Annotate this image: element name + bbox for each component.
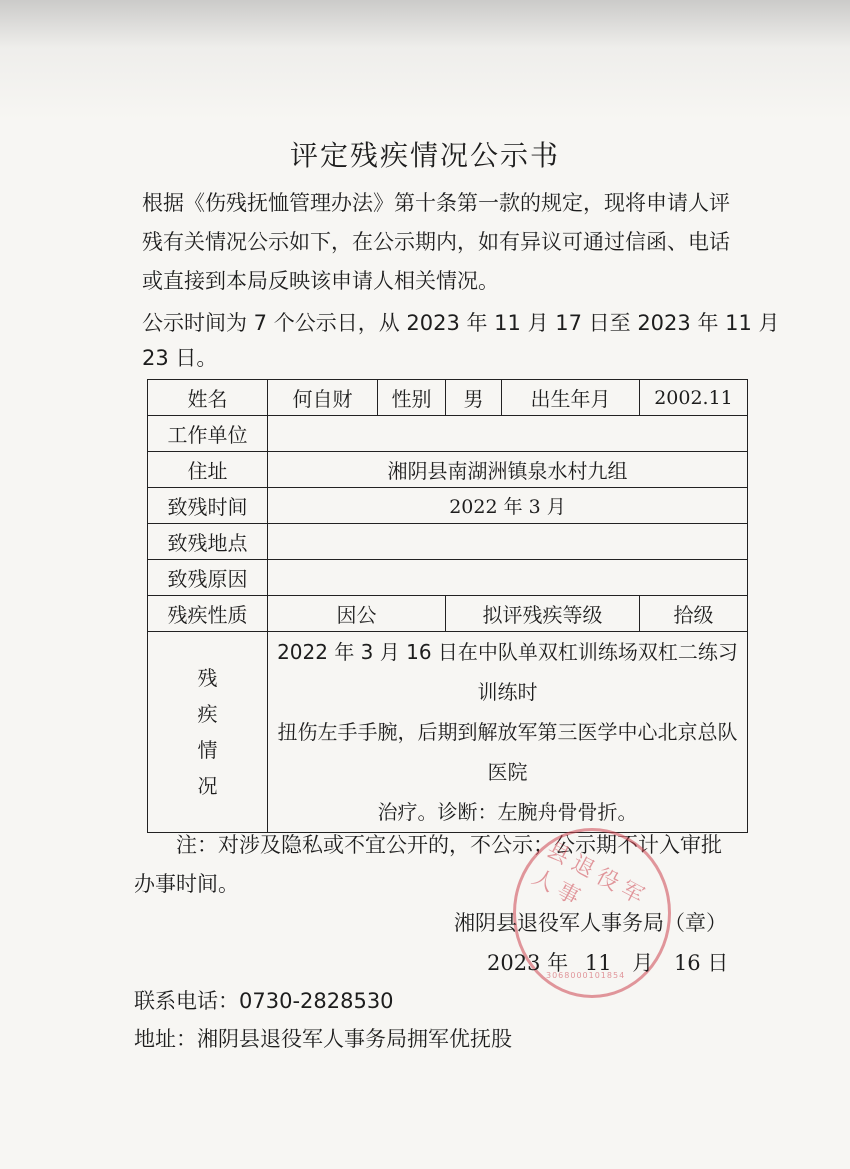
table-row bbox=[148, 596, 748, 632]
situation-label-char: 疾 bbox=[197, 702, 218, 726]
situation-label-char: 况 bbox=[197, 774, 218, 798]
seal-number: 3068000101854 bbox=[546, 971, 626, 980]
date-year: 2023 bbox=[487, 951, 541, 975]
date-month: 11 bbox=[584, 951, 612, 975]
nature-value: 因公 bbox=[268, 596, 446, 632]
intro-line-1: 根据《伤残抚恤管理办法》第十条第一款的规定，现将申请人评 bbox=[142, 191, 730, 215]
situation-line-1: 2022 年 3 月 16 日在中队单双杠训练场双杠二练习训练时 bbox=[277, 640, 738, 704]
table-row bbox=[148, 416, 748, 452]
situation-label-char: 情 bbox=[197, 738, 218, 762]
work-value bbox=[268, 416, 748, 452]
table-row bbox=[148, 560, 748, 596]
address-value: 湘阴县南湖洲镇泉水村九组 bbox=[268, 452, 748, 488]
table-row bbox=[148, 488, 748, 524]
date-year-unit: 年 bbox=[547, 951, 569, 975]
date-month-unit: 月 bbox=[632, 951, 654, 975]
contact-phone: 联系电话：0730-2828530 bbox=[134, 989, 394, 1013]
time-value: 2022 年 3 月 bbox=[268, 488, 748, 524]
disability-info-table bbox=[147, 379, 748, 833]
table-row bbox=[148, 632, 748, 833]
situation-label-char: 残 bbox=[197, 666, 218, 690]
place-value bbox=[268, 524, 748, 560]
table-row bbox=[148, 380, 748, 416]
date-day: 16 bbox=[673, 951, 701, 975]
situation-line-3: 治疗。诊断：左腕舟骨骨折。 bbox=[377, 800, 638, 824]
document-title: 评定残疾情况公示书 bbox=[289, 139, 560, 172]
grade-label: 拟评残疾等级 bbox=[446, 596, 640, 632]
nature-label: 残疾性质 bbox=[148, 596, 268, 632]
gender-value: 男 bbox=[446, 380, 502, 416]
issue-date bbox=[487, 950, 728, 977]
issuer: 湘阴县退役军人事务局（章） bbox=[454, 911, 727, 935]
name-value: 何自财 bbox=[268, 380, 378, 416]
place-label: 致残地点 bbox=[148, 524, 268, 560]
seal-text: 县退役军人事 bbox=[527, 837, 653, 914]
gender-label: 性别 bbox=[378, 380, 446, 416]
address-label: 住址 bbox=[148, 452, 268, 488]
period-line-2: 23 日。 bbox=[142, 346, 218, 370]
contact-address: 地址：湘阴县退役军人事务局拥军优抚股 bbox=[134, 1027, 512, 1051]
note-line-2: 办事时间。 bbox=[134, 872, 239, 896]
birth-value: 2002.11 bbox=[640, 380, 748, 416]
cause-value bbox=[268, 560, 748, 596]
scan-shadow bbox=[0, 0, 850, 120]
table-row bbox=[148, 452, 748, 488]
intro-line-2: 残有关情况公示如下，在公示期内，如有异议可通过信函、电话 bbox=[142, 230, 730, 254]
time-label: 致残时间 bbox=[148, 488, 268, 524]
situation-label bbox=[148, 632, 268, 833]
name-label: 姓名 bbox=[148, 380, 268, 416]
grade-value: 拾级 bbox=[640, 596, 748, 632]
note-line-1: 注：对涉及隐私或不宜公开的，不公示；公示期不计入审批 bbox=[176, 833, 722, 857]
period-line-1: 公示时间为 7 个公示日，从 2023 年 11 月 17 日至 2023 年 11 月 bbox=[142, 311, 780, 335]
situation-text bbox=[268, 632, 748, 833]
table-row bbox=[148, 524, 748, 560]
intro-line-3: 或直接到本局反映该申请人相关情况。 bbox=[142, 269, 499, 293]
date-day-unit: 日 bbox=[707, 951, 729, 975]
situation-line-2: 扭伤左手手腕，后期到解放军第三医学中心北京总队医院 bbox=[277, 720, 738, 784]
work-label: 工作单位 bbox=[148, 416, 268, 452]
birth-label: 出生年月 bbox=[502, 380, 640, 416]
cause-label: 致残原因 bbox=[148, 560, 268, 596]
